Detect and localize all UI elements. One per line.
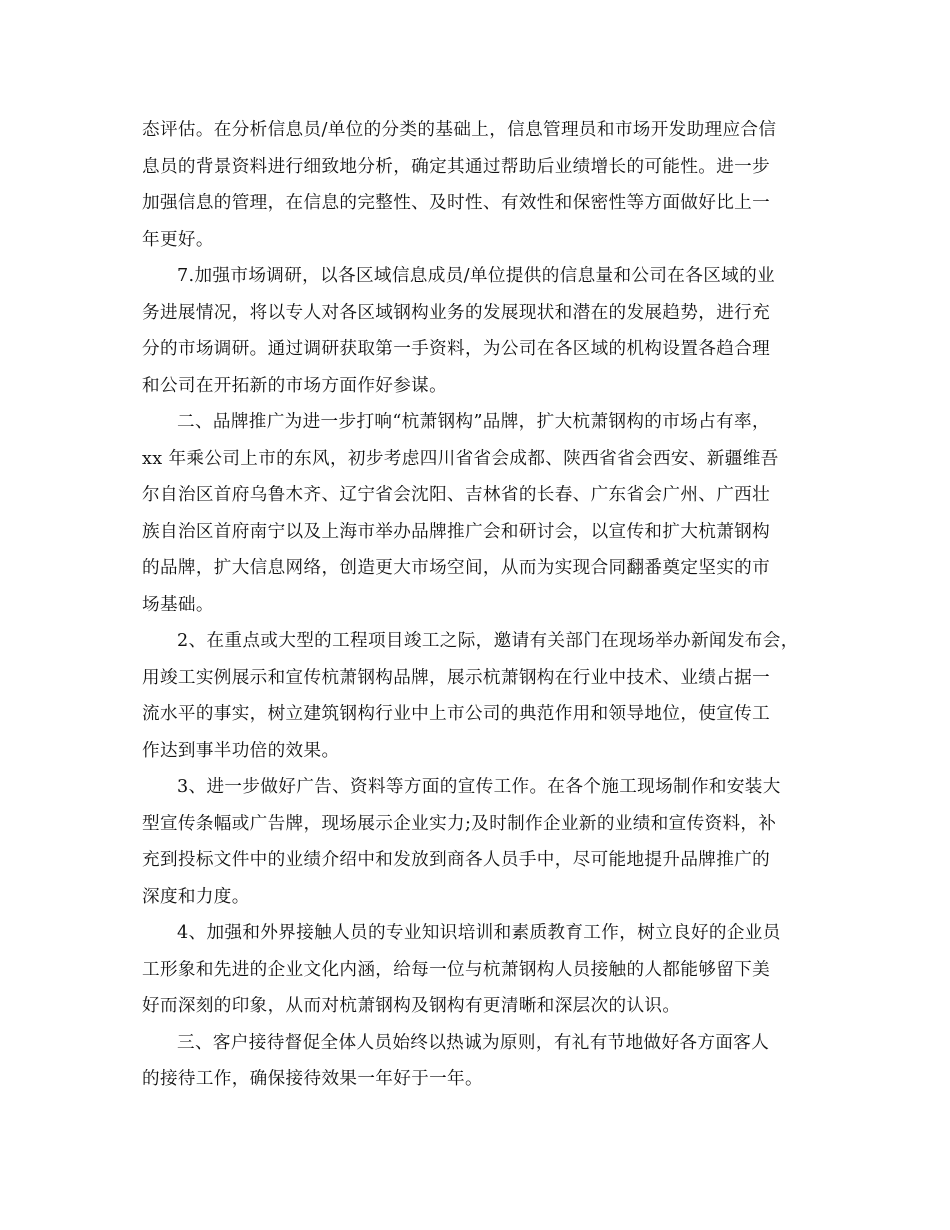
- paragraph-brand-promotion: [142, 404, 812, 623]
- paragraph-assessment: [142, 112, 812, 258]
- text-line: 用竣工实例展示和宣传杭萧钢构品牌，展示杭萧钢构在行业中技术、业绩占据一: [142, 667, 771, 688]
- paragraph-staff-training: [142, 915, 812, 1025]
- text-line: 二、品牌推广为进一步打响“杭萧钢构”品牌，扩大杭萧钢构的市场占有率，: [177, 412, 770, 432]
- text-line: 7.加强市场调研，以各区域信息成员/单位提供的信息量和公司在各区域的业: [177, 266, 775, 286]
- text-line: 型宣传条幅或广告牌，现场展示企业实力;及时制作企业新的业绩和宣传资料，补: [142, 813, 777, 834]
- text-line: 好而深刻的印象，从而对杭萧钢构及钢构有更清晰和深层次的认识。: [142, 996, 681, 1016]
- text-line: 3、进一步做好广告、资料等方面的宣传工作。在各个施工现场制作和安装大: [177, 777, 781, 797]
- text-line: 作达到事半功倍的效果。: [142, 740, 340, 761]
- text-line: 态评估。在分析信息员/单位的分类的基础上，信息管理员和市场开发助理应合信: [142, 120, 777, 140]
- text-line: 工形象和先进的企业文化内涵，给每一位与杭萧钢构人员接触的人都能够留下美: [142, 959, 771, 980]
- text-line: 尔自治区首府乌鲁木齐、辽宁省会沈阳、吉林省的长春、广东省会广州、广西壮: [142, 485, 771, 505]
- text-line: 4、加强和外界接触人员的专业知识培训和素质教育工作，树立良好的企业员: [177, 923, 781, 943]
- text-line: 深度和力度。: [142, 886, 250, 907]
- text-line: 和公司在开拓新的市场方面作好参谋。: [142, 375, 448, 396]
- text-line: 务进展情况，将以专人对各区域钢构业务的发展现状和潜在的发展趋势，进行充: [142, 302, 771, 323]
- paragraph-market-research: [142, 258, 812, 404]
- text-line: 充到投标文件中的业绩介绍中和发放到商各人员手中，尽可能地提升品牌推广的: [142, 850, 771, 870]
- text-line: 加强信息的管理，在信息的完整性、及时性、有效性和保密性等方面做好比上一: [142, 193, 771, 213]
- text-line: 三、客户接待督促全体人员始终以热诚为原则，有礼有节地做好各方面客人: [177, 1032, 770, 1053]
- text-line: 年更好。: [142, 229, 214, 250]
- paragraph-press-conference: [142, 623, 812, 769]
- text-line: 族自治区首府南宁以及上海市举办品牌推广会和研讨会，以宣传和扩大杭萧钢构: [142, 521, 771, 542]
- text-line: 的接待工作，确保接待效果一年好于一年。: [142, 1069, 483, 1089]
- text-line: xx 年乘公司上市的东风，初步考虑四川省省会成都、陕西省省会西安、新疆维吾: [142, 448, 779, 469]
- text-line: 的品牌，扩大信息网络，创造更大市场空间，从而为实现合同翻番奠定坚实的市: [142, 558, 771, 578]
- paragraph-advertising: [142, 769, 812, 915]
- text-line: 流水平的事实，树立建筑钢构行业中上市公司的典范作用和领导地位，使宣传工: [142, 704, 771, 724]
- text-line: 分的市场调研。通过调研获取第一手资料，为公司在各区域的机构设置各趋合理: [142, 339, 771, 359]
- text-line: 息员的背景资料进行细致地分析，确定其通过帮助后业绩增长的可能性。进一步: [142, 156, 771, 177]
- paragraph-customer-reception: [142, 1025, 812, 1098]
- text-line: 场基础。: [142, 594, 214, 615]
- document-body: [142, 112, 812, 1098]
- text-line: 2、在重点或大型的工程项目竣工之际，邀请有关部门在现场举办新闻发布会，: [177, 631, 799, 651]
